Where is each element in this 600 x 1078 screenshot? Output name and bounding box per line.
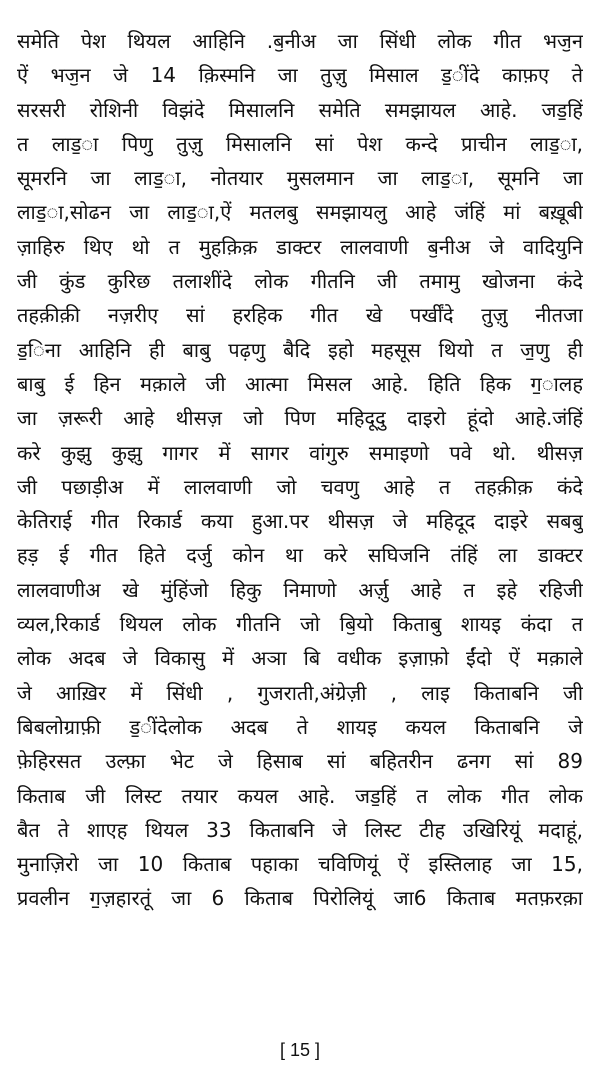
text-line: तहक़ीक़ी नज़रीए सां हरहिक गीत खे पर्खींदे तुज़ु नीतजा <box>17 303 583 328</box>
text-line: लोक अदब जे विकासु में अञा बि वधीक इज़ाफ़ो ईंदो ऐं मक़ाले <box>17 646 583 671</box>
text-line: किताब जी लिस्ट तयार कयल आहे. जड॒हिं त लोक गीत लोक <box>17 783 583 808</box>
text-line: समेति पेश थियल आहिनि .बॖनीअ जा सिंधी लोक गीत भजॖन <box>17 29 583 53</box>
body-paragraph <box>17 24 583 916</box>
text-line: बाबु ई हिन मक़ाले जी आत्मा मिसल आहे. हिति हिक ग॒ालह <box>17 371 583 396</box>
text-line: हड़ ई गीत हिते दर्जु कोन था करे सघिजनि तंहिं ला डाक्टर <box>17 543 583 568</box>
text-line: फ़ेहिरसत उल्फ़ा भेट जे हिसाब सां बहितरीन ढनग सां 89 <box>17 749 583 774</box>
text-line: ड॒िना आहिनि ही बाबु पढ़णु बैदि इहो महसूस थियो त ज॒णु ही <box>17 337 583 362</box>
text-line: सरसरी रोशिनी विझंदे मिसालनि समेति समझायल आहे. जड॒हिं <box>17 97 583 122</box>
text-line: लाड॒ा,सोढन जा लाड॒ा,ऐं मतलबु समझायलु आहे जंहिं मां बख़ूबी <box>17 200 583 225</box>
text-line: प्रवलीन ग॒ज़हारतूं जा 6 किताब पिरोलियूं जा6 किताब मतफ़रक़ा <box>17 886 583 911</box>
text-line: मुनाज़िरो जा 10 किताब पहाका चविणियूं ऐं इस्तिलाह जा 15, <box>17 852 583 877</box>
text-line: सूमरनि जा लाड॒ा, नोतयार मुसलमान जा लाड॒ा, सूमनि जा <box>17 166 583 191</box>
text-line: जे आख़िर में सिंधी , गुजराती,अंग्रेज़ी , लाइ किताबनि जी <box>17 680 583 705</box>
page-number: [ 15 ] <box>279 1040 321 1060</box>
text-line: करे कुझु कुझु गागर में सागर वांगुरु समाइणो पवे थो. थीसज़ <box>17 440 583 465</box>
text-line: केतिराई गीत रिकार्ड कया हुआ.पर थीसज़ जे महिदूद दाइरे सबबु <box>17 509 583 534</box>
text-line: जी कुंड कुरिछ तलाशींदे लोक गीतनि जी तमामु खोजना कंदे <box>17 269 583 294</box>
text-line: ज़ाहिरु थिए थो त मुहक़िक़ डाक्टर लालवाणी बॖनीअ जे वादियुनि <box>17 234 583 259</box>
text-line: जी पछाड़ीअ में लालवाणी जो चवणु आहे त तहक़ीक़ कंदे <box>17 474 583 499</box>
text-line: ऐं भजॖन जे 14 क़िस्मनि जा तुज़ु मिसाल ड॒ींदे काफ़ए ते <box>17 63 583 88</box>
text-line: लालवाणीअ खे मुंहिंजो हिकु निमाणो अर्ज़ु आहे त इहे रहिजी <box>17 577 583 602</box>
text-line: जा ज़रूरी आहे थीसज़ जो पिण महिदूदु दाइरो हूंदो आहे.जंहिं <box>17 406 583 431</box>
text-line: व्यल,रिकार्ड थियल लोक गीतनि जो बॖियो किताबु शायइ कंदा त <box>17 612 583 637</box>
text-line: त लाड॒ा पिणु तुज़ु मिसालनि सां पेश कन्दे प्राचीन लाड॒ा, <box>17 131 583 156</box>
text-line: बैत ते शाएह थियल 33 किताबनि जे लिस्ट टीह उखिरियूं मदाहूं, <box>17 817 583 842</box>
text-line: बिबलोग्राफ़ी ड॒ींदेलोक अदब ते शायइ कयल किताबनि जे <box>17 714 583 739</box>
